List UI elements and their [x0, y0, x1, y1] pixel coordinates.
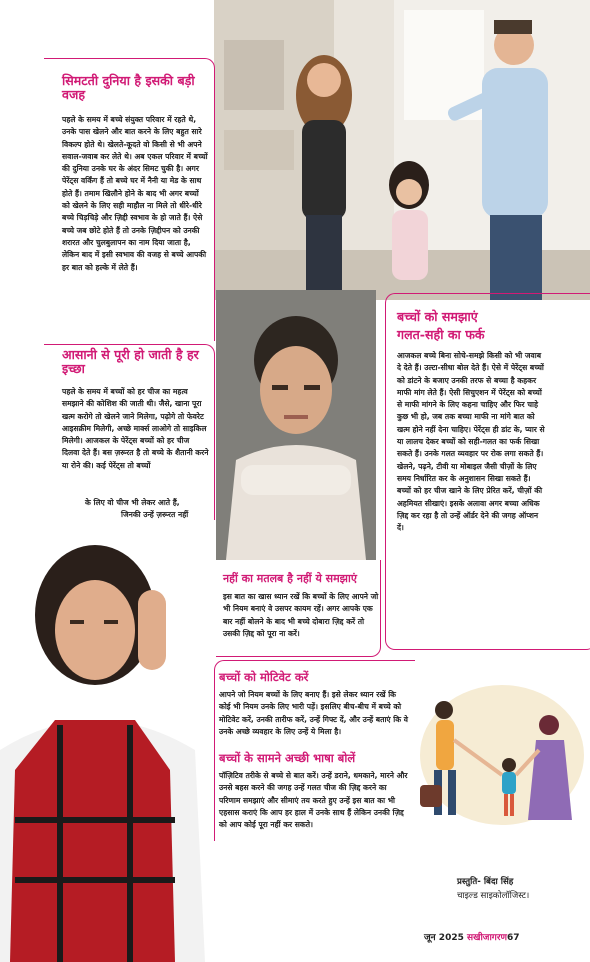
section-easy-wishes-heading: आसानी से पूरी हो जाती है हर इच्छा [62, 347, 199, 377]
credit-author: प्रस्तुति- बिंदा सिंह [457, 877, 514, 887]
section-right-wrong-heading-line2: गलत-सही का फर्क [397, 327, 485, 342]
angry-boy-photo [216, 290, 376, 560]
section-right-wrong-body: आजकल बच्चे बिना सोचे-समझे किसी को भी जवाब दे देते हैं। उल्टा-सीधा बोल देते हैं। ऐसे में पेरेंट्स बच्चों को डांटने के बजाए उनकी तरफ से बच्चा है कहकर माफी मांग लेते हैं। ऐसी सिचुएशन में पेरेंट्स को बच्चों से माफी मांगने के लिए कहना चाहिए और फिर चाहे कुछ भी हो, जब तक बच्चा माफी ना मांगे बात को खत्म होने नहीं देना चाहिए। पेरेंट्स ही डांट के, प्यार से या लालच देकर बच्चों को सही-गलत का फर्क सिखा सकते हैं। उनके गलत व्यवहार पर रोक लगा सकते हैं। खेलने, पढ़ने, टीवी या मोबाइल जैसी चीज़ों के लिए समय निर्धारित कर के अनुशासन सिखा सकते हैं। बच्चों को हर चीज खाने के लिए प्रेरित करें, चीज़ों की अहमियत सीखाएं। इसके अलावा अगर बच्चा अधिक ज़िद्द कर रहा है तो उन्हें ऑर्डर देने की जगह ऑप्शन दें। [397, 351, 545, 533]
section-easy-wishes-body: पहले के समय में बच्चों को हर चीज का महत्व समझाने की कोशिश की जाती थी। जैसे, खाना पूरा खत्म करोगे तो खेलने जाने मिलेगा, पढ़ोगे तो फेवरेट आइसक्रीम मिलेगी, अच्छे मार्क्स लाओगे तो साइकिल मिलेगी। आजकल के पेरेंट्स बच्चों को हर चीज दिलवा देते हैं। बस ज़रूरत है तो बच्चे के शैतानी करने या रोने की। कई पेरेंट्स तो बच्चों [62, 387, 209, 470]
family-illustration [414, 680, 590, 830]
footer-page-number: 67 [507, 933, 520, 943]
section-easy-wishes-line-2: जिनकी उन्हें ज़रूरत नहीं [121, 510, 189, 519]
section-easy-wishes-line-1: के लिए वो चीज भी लेकर आते हैं, [85, 498, 180, 507]
family-argument-photo [214, 0, 590, 300]
section-no-means-no-body: इस बात का खास ध्यान रखें कि बच्चों के लिए आपने जो भी नियम बनाएं वे उसपर कायम रहें। अगर आपके एक बार नहीं बोलने के बाद भी बच्चे दोबारा ज़िद्द करें तो उसकी ज़िद्द को पूरा ना करें। [223, 592, 379, 638]
section-good-language-body: पॉज़िटिव तरीके से बच्चे से बात करें। उन्हें डराने, धमकाने, मारने और उनसे बहस करने की जगह उन्हें गलत चीज की ज़िद्द करने का परिणाम समझाएं और सीमाएं तय करते हुए उन्हें इस बात का भी एहसास कराएं कि आप हर हाल में उनके साथ हैं लेकिन उनकी ज़िद्द को आप कोई पूरा नहीं कर सकते। [219, 771, 408, 830]
section-right-wrong-heading-line1: बच्चों को समझाएं [397, 309, 478, 324]
credit-role: चाइल्ड साइकोलॉजिस्ट। [457, 891, 530, 901]
section-good-language-heading: बच्चों के सामने अच्छी भाषा बोलें [219, 751, 356, 765]
page-footer [424, 930, 584, 943]
section-shrinking-world-body: पहले के समय में बच्चे संयुक्त परिवार में रहते थे, उनके पास खेलने और बात करने के लिए बहुत सारे विकल्प होते थे। खेलते-कूदते वो किसी से भी अपने सवाल-जवाब कर लेते थे। अब एकल परिवार में बच्चों की दुनिया उनके घर के अंदर सिमट चुकी है। अगर पेरेंट्स वर्किंग हैं तो बच्चे घर में नैनी या मेड के साथ होते हैं। तमाम खिलौने होने के बाद भी अगर बच्चों को खेलने के लिए सही माहौल ना मिले तो धीरे-धीरे बच्चे चिड़चिड़े और ज़िद्दी स्वभाव के हो जाते हैं। ऐसे बच्चे जब छोटे होते हैं तो उनके ज़िद्दीपन को उनकी शरारत और चुलबुलापन का नाम दिया जाता है, लेकिन बाद में इसी स्वभाव की वजह से बच्चे आपकी हर बात को हल्के में लेते हैं। [62, 115, 208, 272]
covering-ears-girl-photo [0, 520, 215, 962]
section-no-means-no-heading: नहीं का मतलब है नहीं ये समझाएं [223, 572, 357, 585]
footer-brand: सखीजागरण [467, 933, 508, 943]
section-motivate-body: आपने जो नियम बच्चों के लिए बनाए हैं। इसे लेकर ध्यान रखें कि कोई भी नियम उनके लिए भारी पड़ें। इसलिए बीच-बीच में बच्चे को मोटिवेट करें, उनकी तारीफ करें, उन्हें गिफ्ट दें, और उन्हें बताएं कि वे उनके अच्छे व्यवहार के लिए उन्हें ये मिला है। [219, 690, 408, 736]
footer-month: जून 2025 [424, 933, 464, 943]
section-motivate-heading: बच्चों को मोटिवेट करें [219, 670, 309, 684]
section-shrinking-world-heading: सिमटती दुनिया है इसकी बड़ी वजह [62, 73, 195, 103]
